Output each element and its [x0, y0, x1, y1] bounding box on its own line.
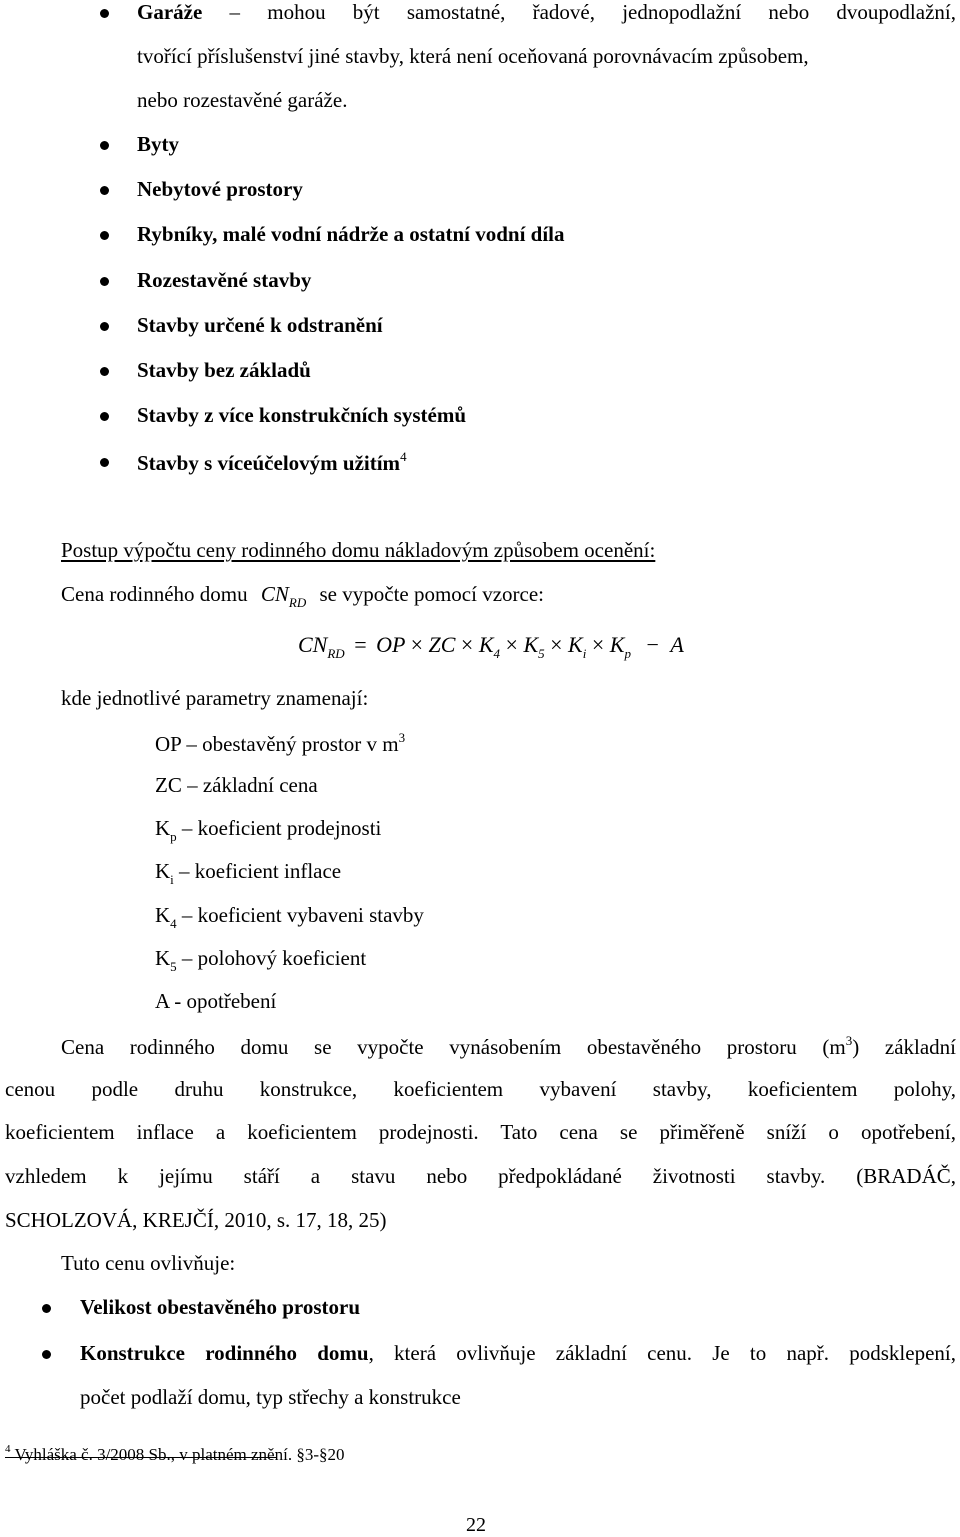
- garaze-line3: nebo rozestavěné garáže.: [137, 88, 348, 112]
- list-item: Rozestavěné stavby: [137, 268, 312, 292]
- list-item: Stavby z více konstrukčních systémů: [137, 403, 467, 427]
- paragraph-line2: cenou podle druhu konstrukce, koeficientem vybavení stavby, koeficientem polohy,: [5, 1077, 956, 1101]
- formula-eq: =: [354, 632, 367, 657]
- param-ki-sub: i: [170, 872, 174, 887]
- param-k5: [155, 946, 366, 975]
- section-intro: [61, 582, 544, 611]
- formula-k5-sub: 5: [538, 646, 545, 661]
- formula-ki: K: [568, 632, 583, 657]
- param-k5-text: – polohový koeficient: [181, 946, 367, 970]
- formula-kp: K: [609, 632, 625, 657]
- bullet-icon: [100, 9, 109, 18]
- formula-lhs-sub: RD: [327, 646, 345, 661]
- paragraph-line1-before: Cena rodinného domu se vypočte vynásobením obestavěného prostoru (m: [61, 1035, 846, 1059]
- param-ki-text: – koeficient inflace: [179, 859, 342, 883]
- bullet-icon: [100, 412, 109, 421]
- param-op-text: OP – obestavěný prostor v m: [155, 732, 399, 756]
- formula-minus: −: [646, 632, 659, 657]
- param-op: [155, 730, 405, 757]
- formula: [298, 632, 684, 662]
- times-icon: ×: [410, 632, 423, 657]
- list-item: Rybníky, malé vodní nádrže a ostatní vodní díla: [137, 222, 565, 246]
- bullet-icon: [100, 458, 109, 467]
- bullet-icon: [42, 1304, 51, 1313]
- influence-item-2-label: Konstrukce rodinného domu: [80, 1341, 369, 1365]
- param-k4-text: – koeficient vybaveni stavby: [181, 903, 424, 927]
- bullet-icon: [100, 277, 109, 286]
- param-k4-letter: K: [155, 903, 171, 927]
- bullet-icon: [42, 1350, 51, 1359]
- footnote-mark: 4: [5, 1443, 11, 1455]
- garaze-text: – mohou být samostatné, řadové, jednopodlažní nebo dvoupodlažní,: [229, 0, 956, 24]
- param-kp: [155, 816, 381, 845]
- formula-zc: ZC: [428, 632, 456, 657]
- bullet-icon: [100, 231, 109, 240]
- times-icon: ×: [505, 632, 518, 657]
- bullet-icon: [100, 141, 109, 150]
- footnote-text: Vyhláška č. 3/2008 Sb., v platném znění. §3-§20: [14, 1445, 345, 1464]
- list-item-label: Stavby s víceúčelovým užitím: [137, 451, 401, 475]
- formula-k4: K: [478, 632, 494, 657]
- param-op-sup: 3: [398, 730, 406, 745]
- times-icon: ×: [550, 632, 563, 657]
- intro-before: Cena rodinného domu: [61, 582, 248, 606]
- page-number: 22: [466, 1514, 486, 1536]
- influence-item-1: Velikost obestavěného prostoru: [80, 1295, 361, 1319]
- list-item-viceucelove: [137, 449, 407, 476]
- param-k4-sub: 4: [170, 916, 177, 931]
- formula-ki-sub: i: [582, 646, 587, 661]
- times-icon: ×: [460, 632, 474, 657]
- param-zc: ZC – základní cena: [155, 773, 318, 797]
- param-kp-text: – koeficient prodejnosti: [181, 816, 382, 840]
- paragraph-line1: [61, 1033, 956, 1060]
- list-item: Stavby určené k odstranění: [137, 313, 383, 337]
- garaze-line2: tvořící příslušenství jiné stavby, která není oceňovaná porovnávacím způsobem,: [137, 44, 809, 68]
- formula-k5: K: [523, 632, 539, 657]
- param-ki-letter: K: [155, 859, 171, 883]
- bullet-icon: [100, 322, 109, 331]
- list-item: Stavby bez základů: [137, 358, 311, 382]
- footnote-ref: 4: [400, 449, 407, 464]
- paragraph-line4: vzhledem k jejímu stáří a stavu nebo předpokládané životnosti stavby. (BRADÁČ,: [5, 1164, 956, 1188]
- cn-symbol: CN: [260, 582, 289, 606]
- section-heading: Postup výpočtu ceny rodinného domu nákladovým způsobem ocenění:: [61, 538, 656, 562]
- param-a: A - opotřebení: [155, 989, 277, 1013]
- list-item: Nebytové prostory: [137, 177, 303, 201]
- intro-after: se vypočte pomocí vzorce:: [319, 582, 544, 606]
- param-k5-letter: K: [155, 946, 171, 970]
- footnote: [5, 1443, 344, 1465]
- param-kp-sub: p: [170, 829, 177, 844]
- influence-item-2: [80, 1341, 956, 1366]
- list-item-garaze: [137, 0, 956, 25]
- rd-subscript: RD: [288, 595, 307, 610]
- param-ki: [155, 859, 341, 888]
- garaze-label: Garáže: [137, 0, 203, 24]
- times-icon: ×: [591, 632, 605, 657]
- bullet-icon: [100, 367, 109, 376]
- paragraph-line1-sup: 3: [845, 1033, 853, 1048]
- list-item: Byty: [137, 132, 179, 156]
- param-kp-letter: K: [155, 816, 171, 840]
- bullet-icon: [100, 186, 109, 195]
- influence-item-2-text: , která ovlivňuje základní cenu. Je to např. podsklepení,: [368, 1341, 956, 1365]
- param-k4: [155, 903, 424, 932]
- influence-item-2-line2: počet podlaží domu, typ střechy a konstrukce: [80, 1385, 461, 1409]
- formula-k4-sub: 4: [493, 646, 501, 661]
- influence-intro: Tuto cenu ovlivňuje:: [61, 1251, 236, 1275]
- formula-op: OP: [376, 632, 406, 657]
- paragraph-line1-after: ) základní: [852, 1035, 957, 1059]
- paragraph-line5: SCHOLZOVÁ, KREJČÍ, 2010, s. 17, 18, 25): [5, 1208, 387, 1232]
- formula-a: A: [670, 632, 684, 657]
- formula-kp-sub: p: [624, 646, 631, 661]
- formula-lhs: CN: [298, 632, 328, 657]
- params-intro: kde jednotlivé parametry znamenají:: [61, 686, 369, 710]
- paragraph-line3: koeficientem inflace a koeficientem prodejnosti. Tato cena se přiměřeně sníží o opotřebení,: [5, 1120, 956, 1144]
- param-k5-sub: 5: [170, 959, 177, 974]
